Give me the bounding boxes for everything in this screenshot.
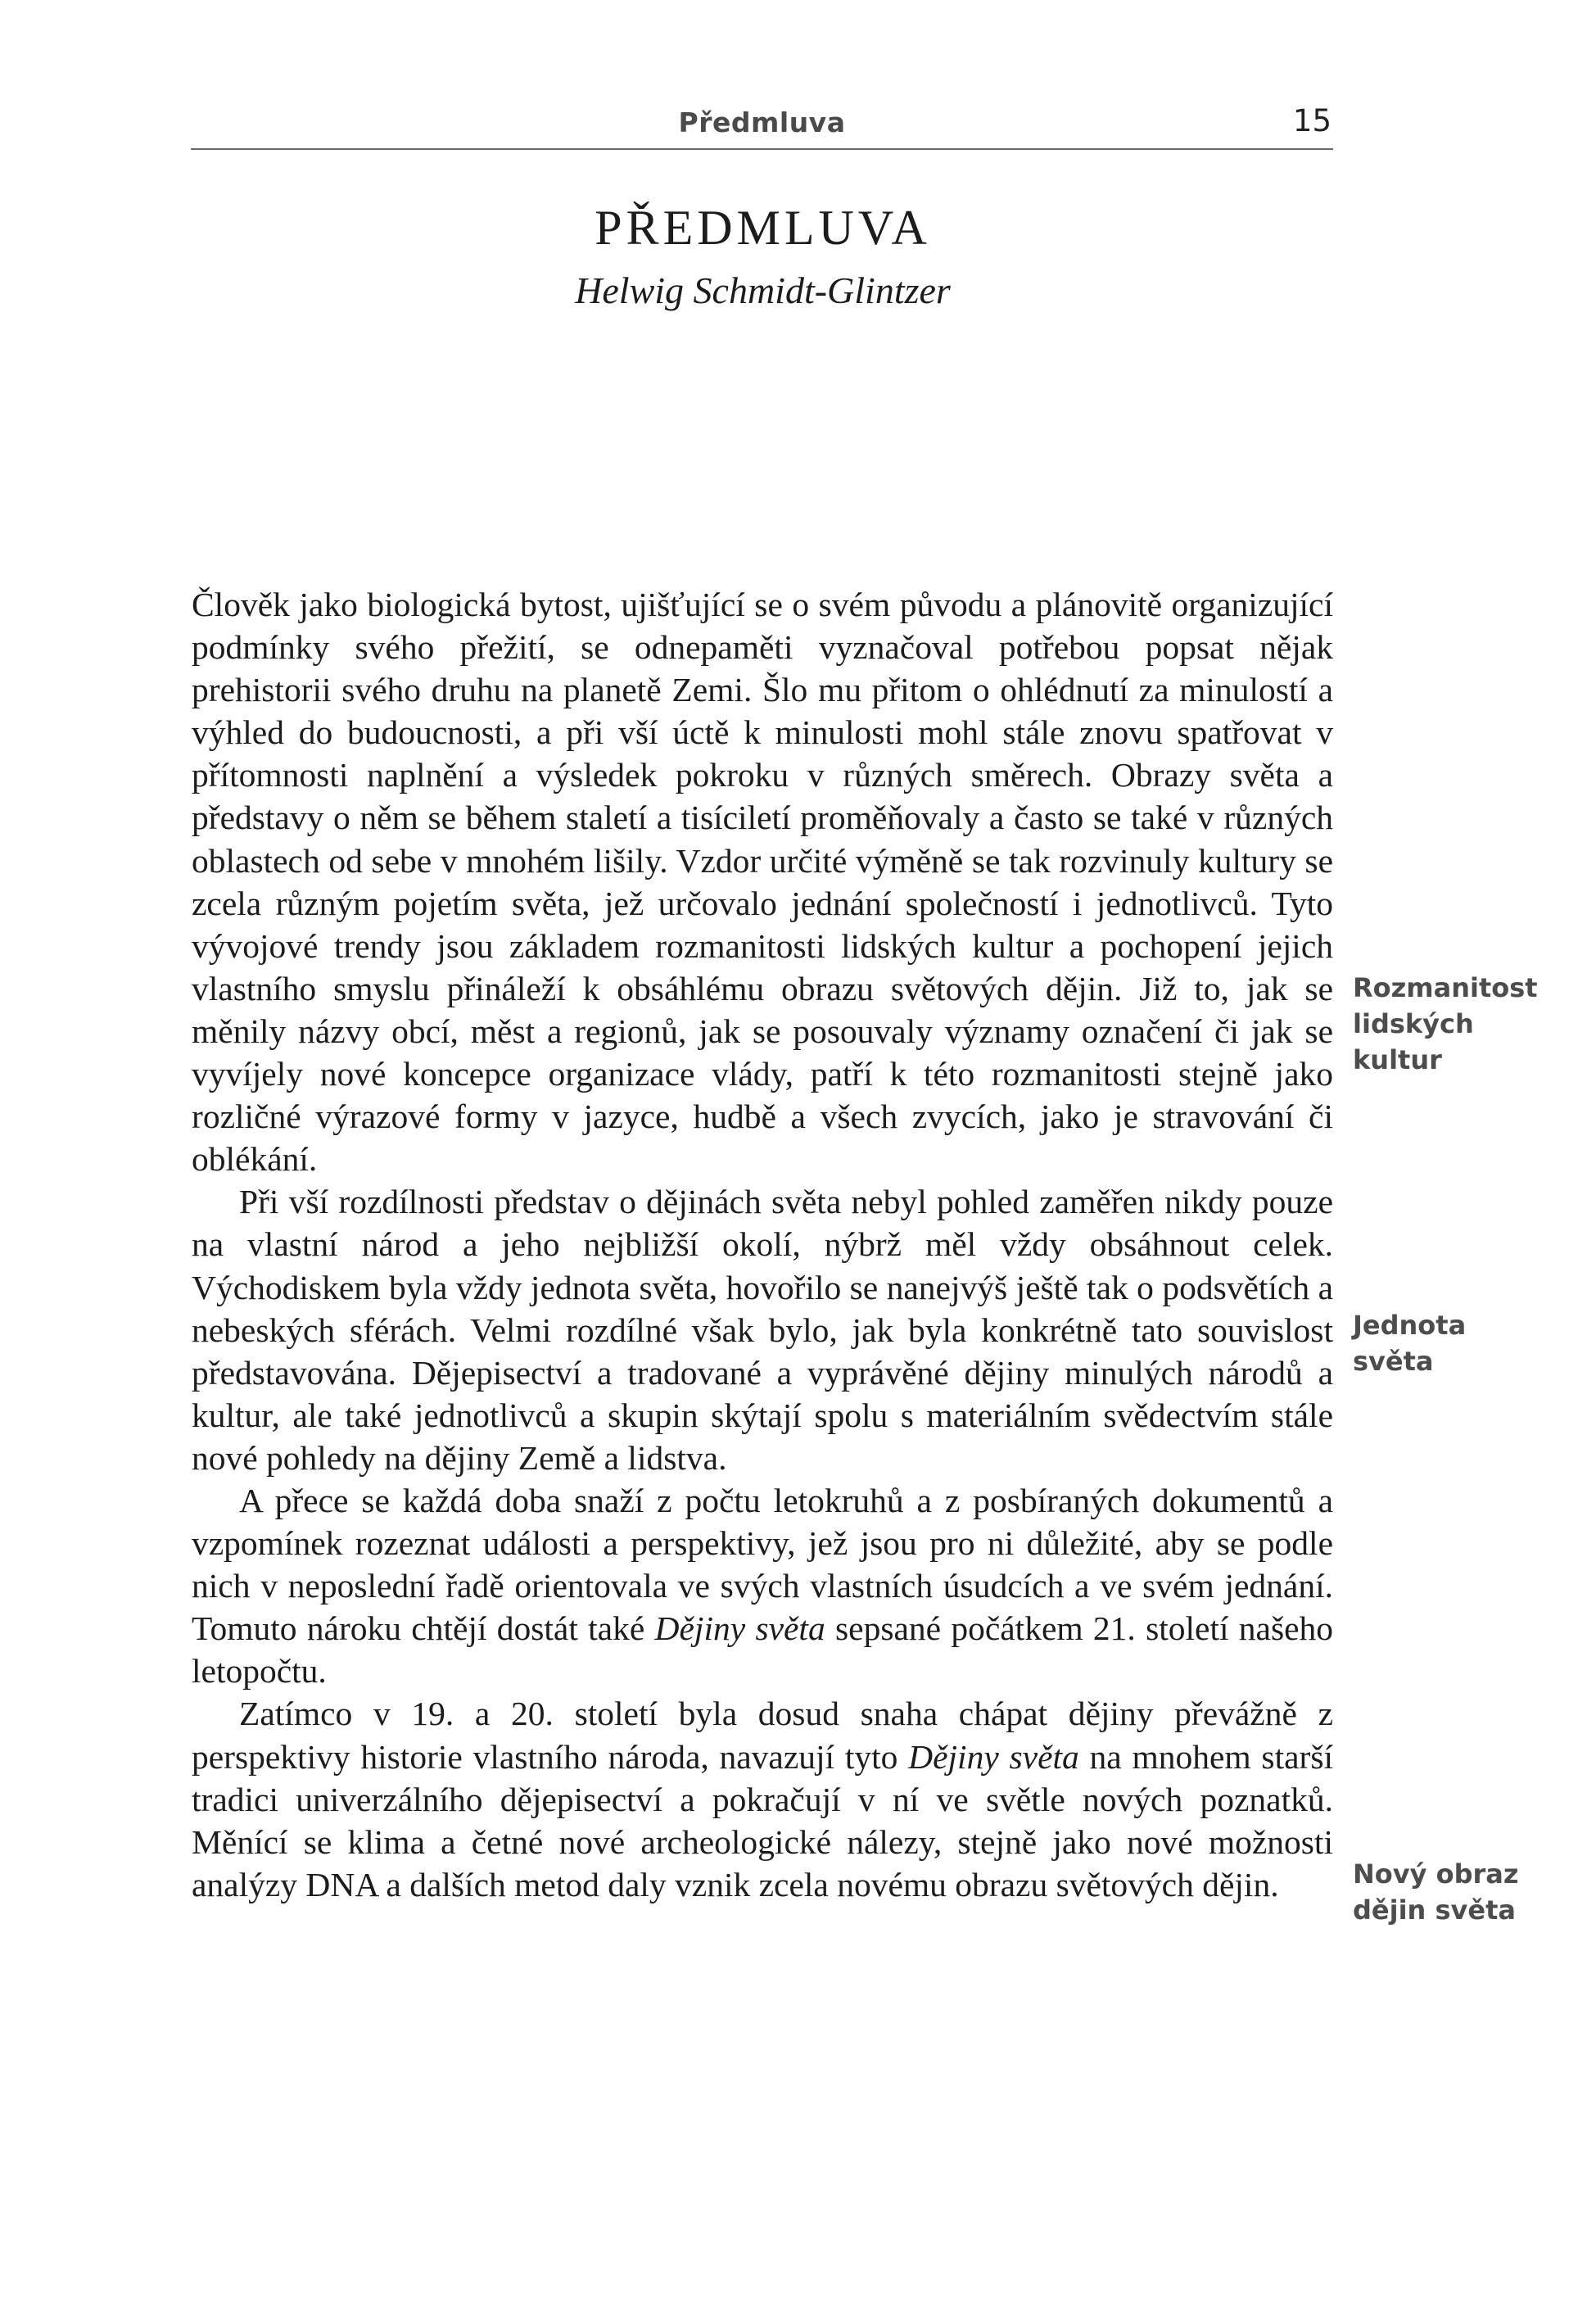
- paragraph-3-text-start: A přece se každá doba snaží z počtu letokruhů a z posbíraných dokumentů a vzpomínek rozeznat události a perspektivy, jež jsou pro ni důležité, aby se podle nich v neposlední řadě orientovala ve svých vlastních úsudcích a ve svém jednání. Tomuto nároku chtějí dostát také: [192, 1481, 1333, 1648]
- sidenote-rozmanitost: [1353, 970, 1582, 1078]
- paragraph-4-book-title: Dějiny světa: [908, 1737, 1079, 1776]
- page-number: 15: [1292, 103, 1332, 138]
- sidenote-line: dějin světa: [1353, 1894, 1516, 1926]
- sidenote-line: Jednota: [1353, 1310, 1467, 1341]
- paragraph-3-text-end: sepsané počátkem 21. století našeho letopočtu.: [192, 1609, 1334, 1691]
- running-header: [191, 103, 1333, 150]
- paragraph-4-text-start: Zatímco v 19. a 20. století byla dosud snaha chápat dějiny převážně z perspektivy historie vlastního národa, navazují tyto: [192, 1695, 1333, 1776]
- chapter-title: PŘEDMLUVA: [595, 201, 931, 255]
- paragraph-4: [192, 1692, 1333, 1905]
- sidenote-line: Rozmanitost: [1353, 972, 1538, 1003]
- sidenote-line: kultur: [1353, 1044, 1442, 1075]
- paragraph-2: Při vší rozdílnosti představ o dějinách světa nebyl pohled zaměřen nikdy pouze na vlastní národ a jeho nejbližší okolí, nýbrž měl vždy obsáhnout celek. Východiskem byla vždy jednota světa, hovořilo se nanejvýš ještě tak o podsvětích a nebeských sférách. Velmi rozdílné však bylo, jak byla konkrétně tato souvislost představována. Dějepisectví a tradované a vyprávěné dějiny minulých národů a kultur, ale také jednotlivců a skupin skýtají spolu s materiálním svědectvím stále nové pohledy na dějiny Země a lidstva.: [192, 1183, 1333, 1477]
- sidenote-jednota: [1353, 1307, 1582, 1379]
- chapter-author: Helwig Schmidt-Glintzer: [575, 269, 951, 311]
- sidenote-line: lidských: [1353, 1008, 1474, 1039]
- sidenote-novy-obraz: [1353, 1856, 1582, 1928]
- sidenote-line: Nový obraz: [1353, 1858, 1519, 1890]
- paragraph-3: [192, 1479, 1333, 1692]
- sidenote-line: světa: [1353, 1346, 1434, 1377]
- running-title: Předmluva: [678, 106, 846, 138]
- paragraph-3-book-title: Dějiny světa: [654, 1609, 825, 1648]
- body-text: [192, 583, 1333, 1906]
- paragraph-4-text-end: na mnohem starší tradici univerzálního dějepisectví a pokračují v ní ve světle nových poznatků. Měnící se klima a četné nové archeologické nálezy, stejně jako nové možnosti analýzy DNA a dalších metod daly vznik zcela novému obrazu světových dějin.: [192, 1737, 1334, 1903]
- paragraph-1: Člověk jako biologická bytost, ujišťující se o svém původu a plánovitě organizující podmínky svého přežití, se odnepaměti vyznačoval potřebou popsat nějak prehistorii svého druhu na planetě Zemi. Šlo mu přitom o ohlédnutí za minulostí a výhled do budoucnosti, a při vší úctě k minulosti mohl stále znovu spatřovat v přítomnosti naplnění a výsledek pokroku v různých směrech. Obrazy světa a představy o něm se během staletí a tisíciletí proměňovaly a často se také v různých oblastech od sebe v mnohém lišily. Vzdor určité výměně se tak rozvinuly kultury se zcela různým pojetím světa, jež určovalo jednání společností i jednotlivců. Tyto vývojové trendy jsou základem rozmanitosti lidských kultur a pochopení jejich vlastního smyslu přináleží k obsáhlému obrazu světových dějin. Již to, jak se měnily názvy obcí, měst a regionů, jak se posouvaly významy označení či jak se vyvíjely nové koncepce organizace vlády, patří k této rozmanitosti stejně jako rozličné výrazové formy v jazyce, hudbě a všech zvycích, jako je stravování či oblékání.: [192, 586, 1333, 1179]
